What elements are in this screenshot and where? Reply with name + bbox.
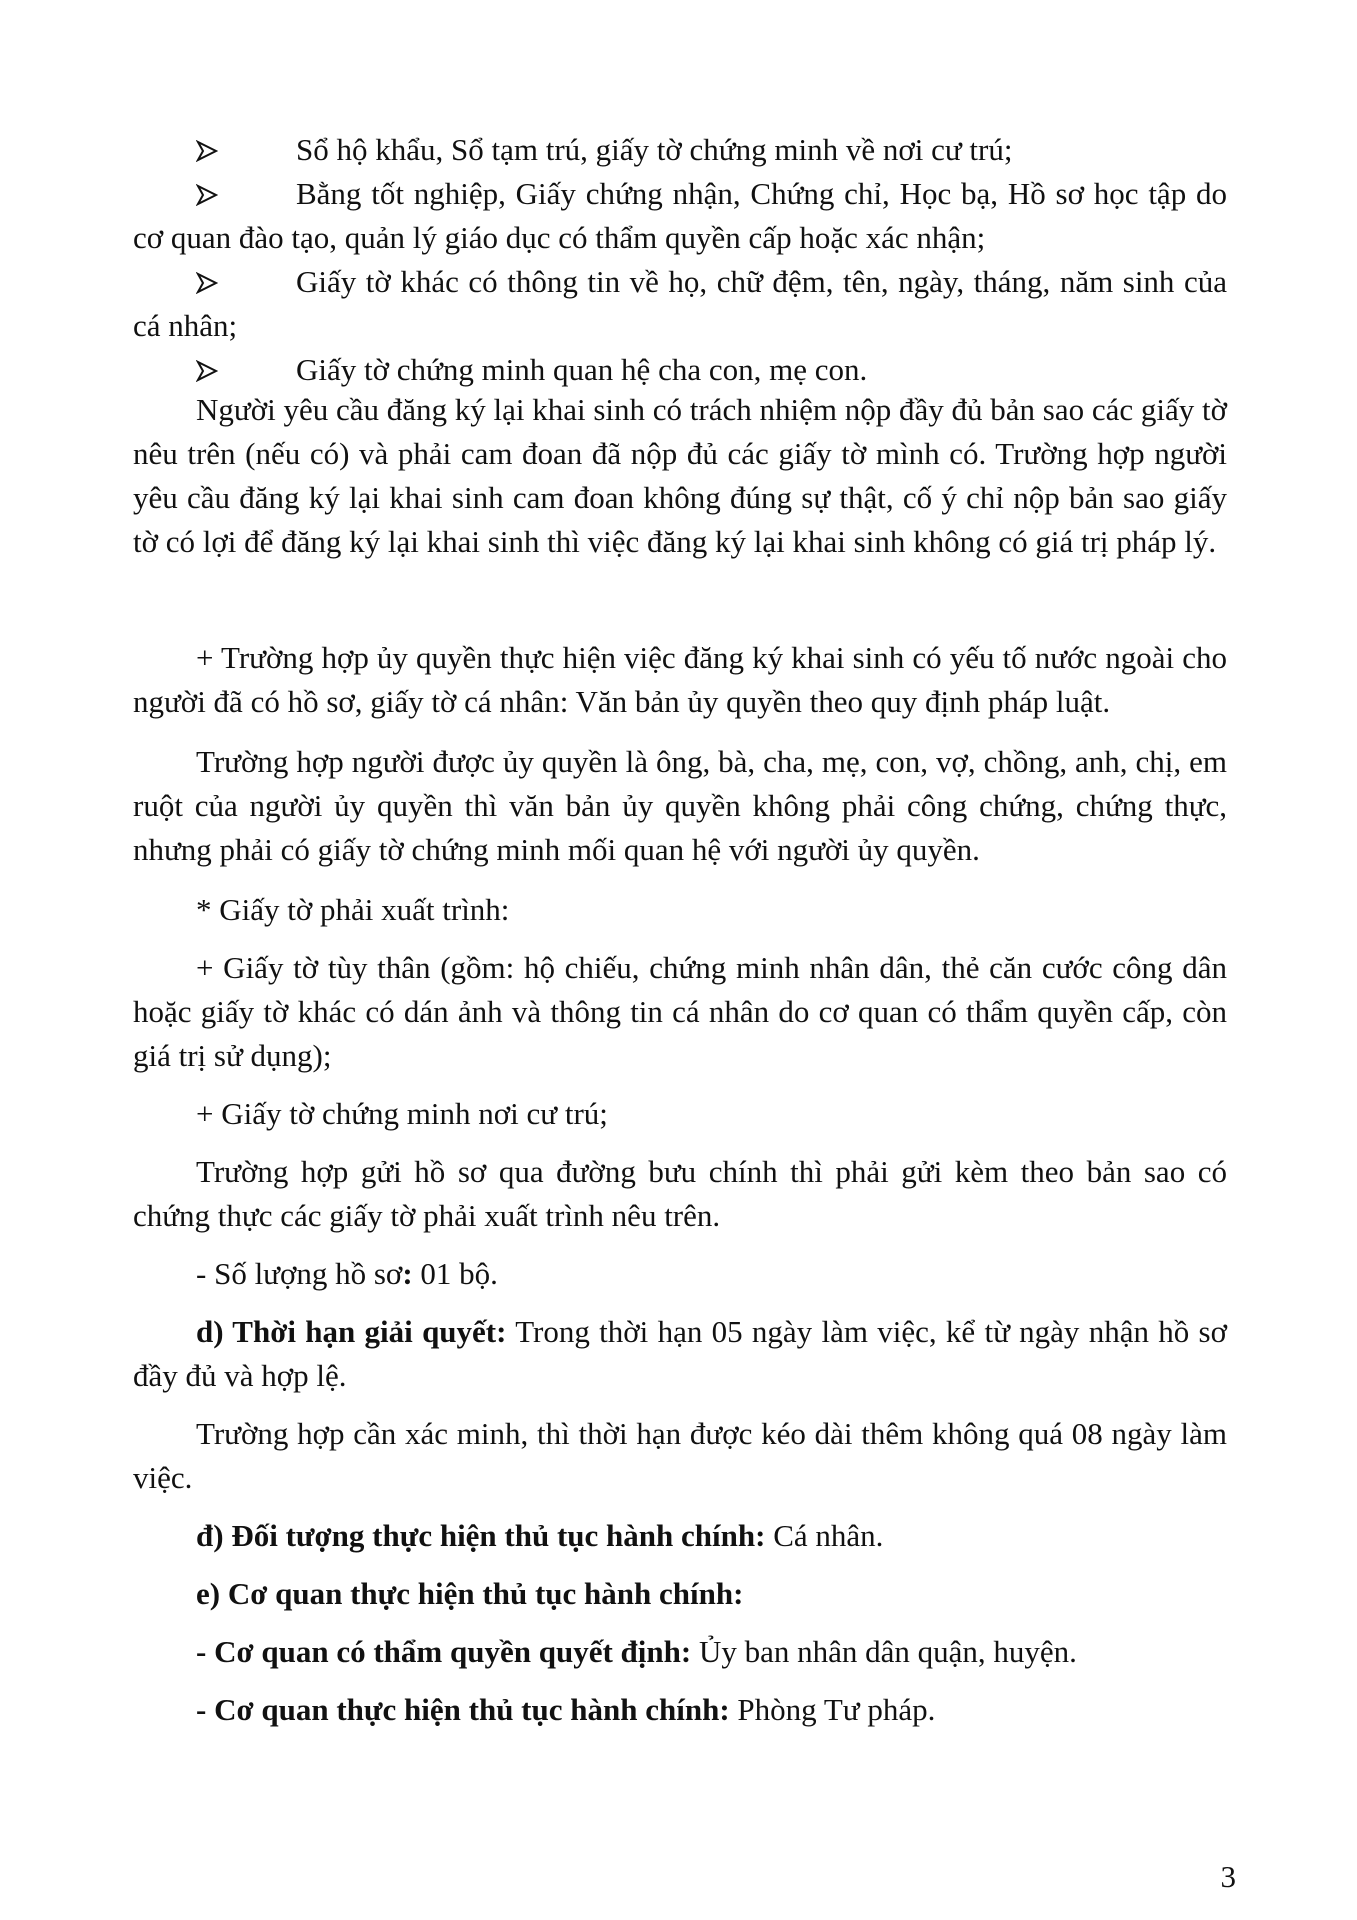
field-label: - Số lượng hồ sơ bbox=[196, 1256, 403, 1291]
bullet-text: Bằng tốt nghiệp, Giấy chứng nhận, Chứng chỉ, Học bạ, Hồ sơ học tập do cơ quan đào tạo, quản lý giáo dục có thẩm quyền cấp hoặc xác nhận; bbox=[133, 176, 1227, 255]
page-number: 3 bbox=[1220, 1859, 1236, 1894]
paragraph: Trường hợp người được ủy quyền là ông, bà, cha, mẹ, con, vợ, chồng, anh, chị, em ruột của người ủy quyền thì văn bản ủy quyền không phải công chứng, chứng thực, nhưng phải có giấy tờ chứng minh mối quan hệ với người ủy quyền. bbox=[133, 744, 1227, 867]
section-text: Phòng Tư pháp. bbox=[729, 1692, 936, 1727]
arrow-bullet-icon bbox=[196, 348, 226, 392]
bullet-text: Sổ hộ khẩu, Sổ tạm trú, giấy tờ chứng minh về nơi cư trú; bbox=[296, 132, 1013, 167]
paragraph bbox=[133, 1572, 1227, 1616]
paragraph bbox=[133, 1252, 1227, 1296]
paragraph: Trường hợp cần xác minh, thì thời hạn được kéo dài thêm không quá 08 ngày làm việc. bbox=[133, 1416, 1227, 1495]
paragraph bbox=[133, 1514, 1227, 1558]
bullet-text: Giấy tờ khác có thông tin về họ, chữ đệm, tên, ngày, tháng, năm sinh của cá nhân; bbox=[133, 264, 1227, 343]
section-text: Ủy ban nhân dân quận, huyện. bbox=[691, 1634, 1077, 1669]
field-value: 01 bộ. bbox=[412, 1256, 498, 1291]
paragraph bbox=[133, 1310, 1227, 1398]
paragraph: Trường hợp gửi hồ sơ qua đường bưu chính thì phải gửi kèm theo bản sao có chứng thực các giấy tờ phải xuất trình nêu trên. bbox=[133, 1154, 1227, 1233]
section-heading: - Cơ quan có thẩm quyền quyết định: bbox=[196, 1634, 692, 1669]
section-heading: d) Thời hạn giải quyết: bbox=[196, 1314, 507, 1349]
section-heading: e) Cơ quan thực hiện thủ tục hành chính: bbox=[196, 1576, 744, 1611]
paragraph: + Giấy tờ tùy thân (gồm: hộ chiếu, chứng minh nhân dân, thẻ căn cước công dân hoặc giấy tờ khác có dán ảnh và thông tin cá nhân do cơ quan có thẩm quyền cấp, còn giá trị sử dụng); bbox=[133, 950, 1227, 1073]
section-heading: - Cơ quan thực hiện thủ tục hành chính: bbox=[196, 1692, 730, 1727]
field-colon: : bbox=[402, 1256, 413, 1291]
section-text: Trong thời hạn 05 ngày làm việc, kể từ ngày nhận hồ sơ đầy đủ và hợp lệ. bbox=[133, 1314, 1228, 1393]
paragraph: + Giấy tờ chứng minh nơi cư trú; bbox=[196, 1096, 608, 1131]
paragraph bbox=[133, 1630, 1227, 1674]
section-text: Cá nhân. bbox=[765, 1518, 884, 1553]
arrow-bullet-icon bbox=[196, 260, 226, 304]
section-heading: đ) Đối tượng thực hiện thủ tục hành chính: bbox=[196, 1518, 766, 1553]
paragraph: * Giấy tờ phải xuất trình: bbox=[196, 892, 510, 927]
bullet-item bbox=[133, 348, 1227, 392]
bullet-text: Giấy tờ chứng minh quan hệ cha con, mẹ con. bbox=[296, 352, 868, 387]
paragraph: + Trường hợp ủy quyền thực hiện việc đăng ký khai sinh có yếu tố nước ngoài cho người đã có hồ sơ, giấy tờ cá nhân: Văn bản ủy quyền theo quy định pháp luật. bbox=[133, 640, 1227, 719]
arrow-bullet-icon bbox=[196, 172, 226, 216]
bullet-item bbox=[133, 172, 1227, 260]
arrow-bullet-icon bbox=[196, 128, 226, 172]
bullet-item bbox=[133, 128, 1227, 172]
paragraph: Người yêu cầu đăng ký lại khai sinh có trách nhiệm nộp đầy đủ bản sao các giấy tờ nêu trên (nếu có) và phải cam đoan đã nộp đủ các giấy tờ mình có. Trường hợp người yêu cầu đăng ký lại khai sinh cam đoan không đúng sự thật, cố ý chỉ nộp bản sao giấy tờ có lợi để đăng ký lại khai sinh thì việc đăng ký lại khai sinh không có giá trị pháp lý. bbox=[133, 392, 1227, 559]
bullet-item bbox=[133, 260, 1227, 348]
paragraph bbox=[133, 1688, 1227, 1732]
